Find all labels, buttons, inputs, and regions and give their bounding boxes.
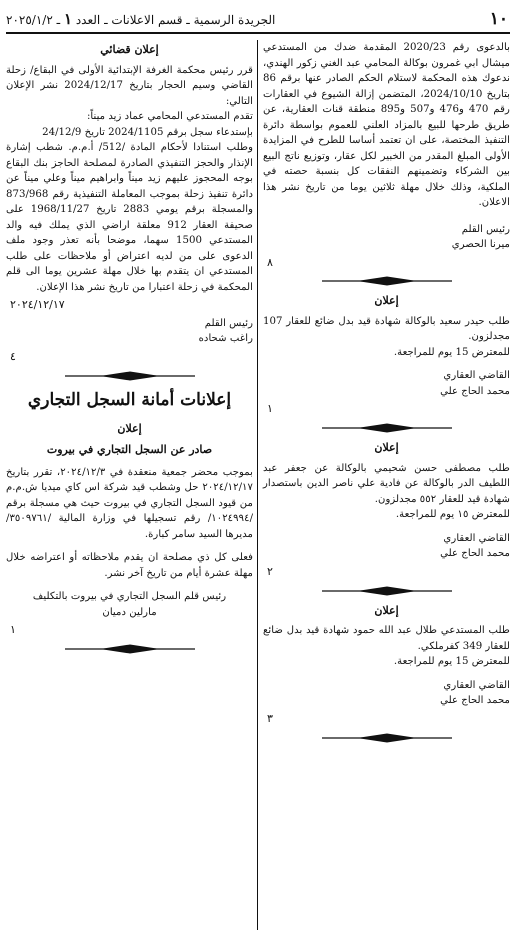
notice-3 — [263, 440, 510, 580]
notice-paragraph: وطلب استنادا لأحكام المادة /512/ أ.م.م. شطب إشارة الإنذار والحجز التنفيذي الصادرة لمصلحة الحاجز بنك البقاع بوجه المحجوز عليهم زيد ميناً وابراهيم ميناً وعلي ميناً عن دائرة تنفيذ زحلة بموجب المعاملة التنفيذية رقم 873/968 والمسجلة برقم يومي 2883 تاريخ 1968/11/27 على صحيفة العقار 912 معلقة اراضي الذي يملك فيه والد المستدعي 1500 سهما، موضحا بأنه تعذر وجود ملف الدعوى على من لديه اعتراض أو ملاحظات على طلب المستدعي ان يتقدم بها خلال مهلة عشرين يوما الى قلم المحكمة في زحلة اعتبارا من تاريخ نشر هذا الإعلان. — [6, 142, 253, 293]
signature-title: رئيس قلم السجل التجاري في بيروت بالتكليف — [32, 591, 227, 603]
notice-text: طلب المستدعي طلال عبد الله حمود شهادة قيد بدل ضائع للعقار 349 كفرملكي. — [263, 625, 510, 652]
signature-name: محمد الحاج علي — [440, 695, 510, 707]
notice-paragraph: قرر رئيس محكمة الغرفة الإبتدائية الأولى في البقاع/ زحلة القاضي وسيم الحجار بتاريخ 2024/12/17 نشر الإعلان التالي: — [6, 64, 253, 107]
notice-1 — [263, 40, 510, 271]
notice-number: ٣ — [267, 711, 273, 725]
notice-4 — [263, 603, 510, 728]
divider-ornament — [6, 370, 253, 382]
column-divider — [257, 40, 258, 930]
notice-number: ٢ — [267, 564, 273, 578]
right-column — [263, 40, 510, 930]
notice-title: إعلان — [117, 422, 142, 436]
notice-paragraph: تقدم المستدعي المحامي عماد زيد ميناً: — [86, 111, 253, 123]
notice-text: طلب مصطفى حسن شحيمي بالوكالة عن جعفر عبد اللطيف الدر بالوكالة عن فادية علي ناصر الدين باستصدار شهادة قيد للعقار ٥٥٢ مجدلزون. — [263, 462, 510, 505]
signature-name: محمد الحاج علي — [440, 385, 510, 397]
signature-title: رئيس القلم — [204, 317, 253, 329]
notice-subtitle: صادر عن السجل التجاري في بيروت — [46, 443, 213, 457]
notice-paragraph: بموجب محضر جمعية منعقدة في ٢٠٢٤/١٢/٣، تقرر بتاريخ ٢٠٢٤/١٢/١٧ حل وشطب قيد شركة اس كاي ميديا ش.م.م من قيود السجل التجاري في بيروت حيث هي مسجلة برقم /١٠٢٤٩٩٤/ رقم تسجيلها في وزارة المالية /٣٥٠٩٧٦١/ مديرها السيد سامر كبارة. — [6, 466, 253, 540]
divider-ornament — [263, 585, 510, 597]
divider-ornament — [6, 643, 253, 655]
issue-number: ١ — [63, 10, 72, 28]
divider-ornament — [263, 422, 510, 434]
signature-name: ميرنا الحصري — [451, 239, 510, 250]
signature-name: محمد الحاج علي — [440, 548, 510, 560]
issue-date: ـ ٢٠٢٥/١/٢ — [6, 13, 61, 27]
notice-text: بالدعوى رقم 2020/23 المقدمة ضدك من المستدعي ميشال ابي غمرون بوكالة المحامي عبد الغني زكور الهندي، ندعوك هذه المحكمة لاستلام الحكم الصادر عنها برقم 86 بتاريخ 2024/10/10، المتضمن إزالة الشيوع في العقارات رقم 470 و476 و507 و895 منطقة قنات العقارية، عن طريق طرحها للبيع بالمزاد العلني للعموم بواسطة دائرة التنفيذ المختصة، على ان تعتمد أساسا للطرح في المزايدة الأولى المبلغ المقدر من الخبير لكل عقار، وتوزيع ناتج البيع بين الشركاء وتضمينهم النفقات كل بنسبة حصته في الملكية، وذلك خلال مهلة ثلاثين يوما من تاريخ نشر هذا الاعلان. — [263, 42, 510, 208]
signature-title: رئيس القلم — [461, 223, 510, 235]
notice-title: إعلان قضائي — [100, 43, 159, 56]
objector-note: للمعترض ١٥ يوم للمراجعة. — [395, 509, 510, 521]
divider-ornament — [263, 732, 510, 744]
header-title — [6, 10, 275, 28]
journal-title: الجريدة الرسمية ـ قسم الاعلانات ـ العدد — [75, 13, 276, 27]
signature-name: مارلين دميان — [102, 606, 157, 618]
left-column — [6, 40, 253, 930]
notice-title: إعلان — [374, 603, 399, 617]
notice-number: ٨ — [267, 255, 273, 269]
section-title: إعلانات أمانة السجل التجاري — [27, 389, 232, 410]
commercial-registry-section — [6, 388, 253, 639]
notice-number: ١ — [267, 402, 273, 416]
objector-note: للمعترض 15 يوم للمراجعة. — [393, 656, 510, 668]
notice-number: ١ — [10, 623, 16, 637]
notice-title: إعلان — [374, 294, 399, 308]
signature-title: القاضي العقاري — [443, 532, 510, 544]
page-header — [6, 6, 510, 34]
notice-paragraph: بإستدعاء سجل برقم 2024/1105 تاريخ 24/12/9 — [42, 126, 253, 138]
signature-title: القاضي العقاري — [443, 679, 510, 691]
notice-2 — [263, 293, 510, 418]
notice-text: طلب حيدر سعيد بالوكالة شهادة قيد بدل ضائع للعقار 107 مجدلزون. — [263, 315, 510, 343]
signature-name: راغب شحاده — [198, 333, 253, 345]
divider-ornament — [263, 275, 510, 287]
page-number: ١٠ — [489, 9, 508, 29]
objector-note: للمعترض 15 يوم للمراجعة. — [393, 346, 510, 358]
notice-number: ٤ — [10, 349, 16, 363]
notice-title: إعلان — [374, 441, 399, 455]
notice-paragraph: فعلى كل ذي مصلحة ان يقدم ملاحظاته أو اعتراضه خلال مهلة عشرة أيام من تاريخ آخر نشر. — [6, 552, 253, 579]
signature-title: القاضي العقاري — [443, 370, 510, 382]
judicial-notice — [6, 42, 253, 366]
notice-date: ٢٠٢٤/١٢/١٧ — [10, 298, 65, 312]
